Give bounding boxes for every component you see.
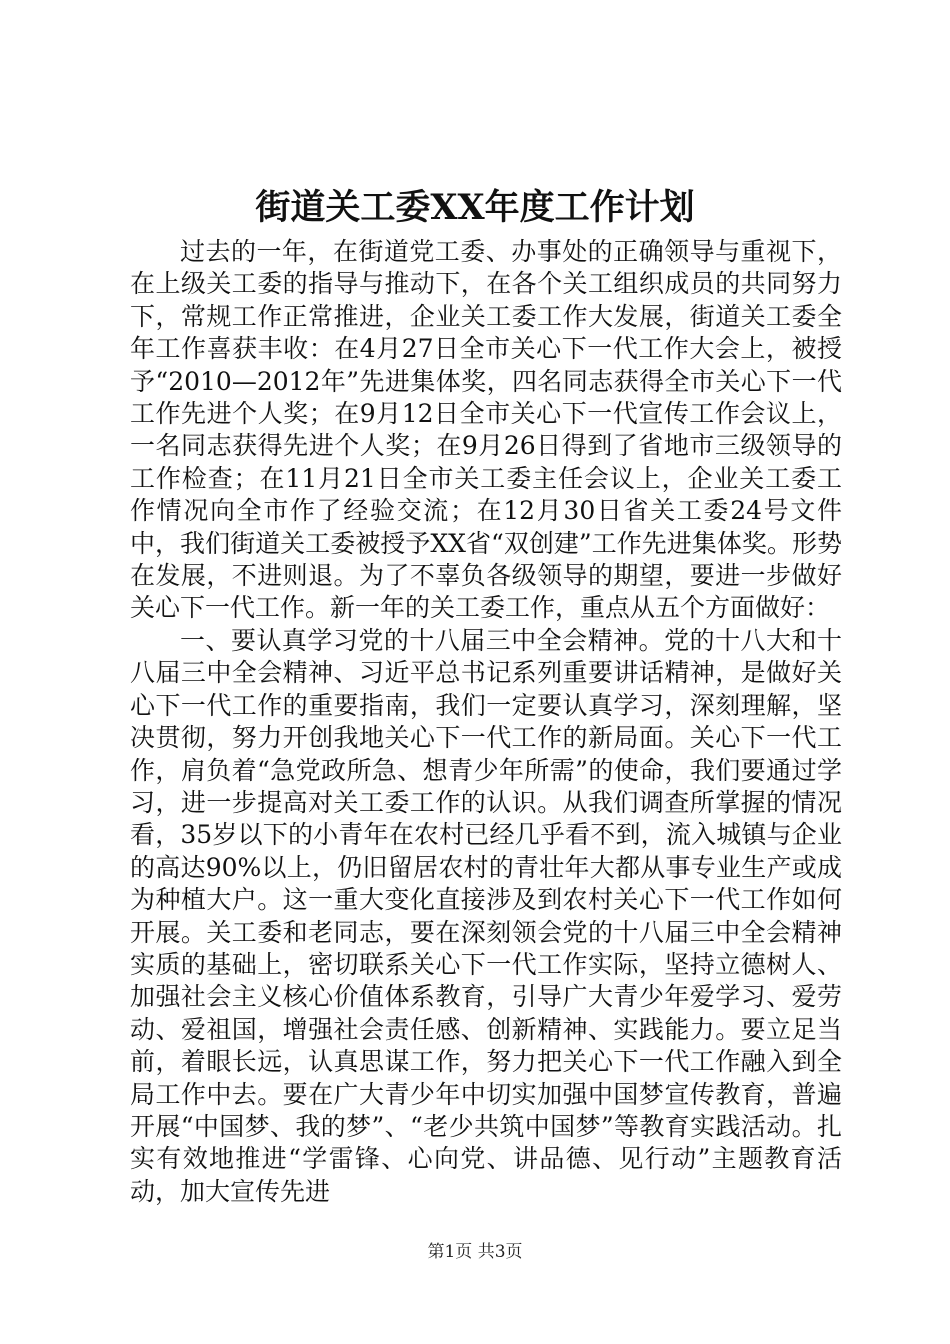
paragraph-intro: 过去的一年，在街道党工委、办事处的正确领导与重视下，在上级关工委的指导与推动下，在各个关工组织成员的共同努力下，常规工作正常推进，企业关工委工作大发展，街道关工委全年工作喜获丰收：在4月27日全市关心下一代工作大会上，被授予“2010—2012年”先进集体奖，四名同志获得全市关心下一代工作先进个人奖；在9月12日全市关心下一代宣传工作会议上，一名同志获得先进个人奖；在9月26日得到了省地市三级领导的工作检查；在11月21日全市关工委主任会议上，企业关工委工作情况向全市作了经验交流；在12月30日省关工委24号文件中，我们街道关工委被授予XX省“双创建”工作先进集体奖。形势在发展，不进则退。为了不辜负各级领导的期望，要进一步做好关心下一代工作。新一年的关工委工作，重点从五个方面做好：: [130, 237, 842, 623]
page-number-indicator: 第1页 共3页: [427, 1242, 523, 1262]
document-body: [130, 236, 842, 1208]
paragraph-section-one: 一、要认真学习党的十八届三中全会精神。党的十八大和十八届三中全会精神、习近平总书记系列重要讲话精神，是做好关心下一代工作的重要指南，我们一定要认真学习，深刻理解，坚决贯彻，努力开创我地关心下一代工作的新局面。关心下一代工作，肩负着“急党政所急、想青少年所需”的使命，我们要通过学习，进一步提高对关工委工作的认识。从我们调查所掌握的情况看，35岁以下的小青年在农村已经几乎看不到，流入城镇与企业的高达90%以上，仍旧留居农村的青壮年大都从事专业生产或成为种植大户。这一重大变化直接涉及到农村关心下一代工作如何开展。关工委和老同志，要在深刻领会党的十八届三中全会精神实质的基础上，密切联系关心下一代工作实际，坚持立德树人、加强社会主义核心价值体系教育，引导广大青少年爱学习、爱劳动、爱祖国，增强社会责任感、创新精神、实践能力。要立足当前，着眼长远，认真思谋工作，努力把关心下一代工作融入到全局工作中去。要在广大青少年中切实加强中国梦宣传教育，普遍开展“中国梦、我的梦”、“老少共筑中国梦”等教育实践活动。扎实有效地推进“学雷锋、心向党、讲品德、见行动”主题教育活动，加大宣传先进: [130, 625, 842, 1206]
page-footer: [0, 1240, 950, 1264]
document-title: 街道关工委XX年度工作计划: [255, 187, 695, 228]
